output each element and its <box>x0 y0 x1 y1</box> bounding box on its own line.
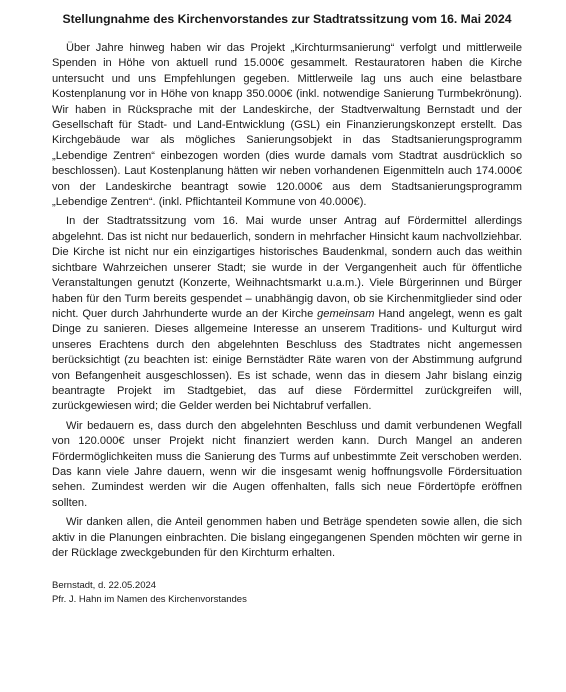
paragraph-3 <box>52 419 522 511</box>
signature-block <box>52 579 522 607</box>
emphasized-word: gemeinsam <box>317 307 375 320</box>
paragraph-text: Wir bedauern es, dass durch den abgelehnten Beschluss und damit verbundenen Wegfall von 120.000€ unser Projekt nicht finanziert werden kann. Durch Mangel an anderen Fördermöglichkeiten muss die Sanierung des Turms auf unbestimmte Zeit verschoben werden. Das kann viele Jahre dauern, wenn wir die insgesamt wenig hoffnungsvolle Fördersituation sehen. Zumindest werden wir die Augen offenhalten, falls sich neue Fördertöpfe eröffnen sollten. <box>52 419 522 509</box>
paragraph-text: In der Stadtratssitzung vom 16. Mai wurde unser Antrag auf Fördermittel allerdings abgelehnt. Das ist nicht nur bedauerlich, sondern in mehrfacher Hinsicht kaum nachvollziehbar. Die Kirche ist nicht nur ein einzigartiges historisches Baudenkmal, sondern auch das weithin sichtbare Wahrzeichen unserer Stadt; sie wurde in der Vergangenheit auch für öffentliche Veranstaltungen genutzt (Konzerte, Weihnachtsmarkt u.a.m.). Viele Bürgerinnen und Bürger haben für den Turm bereits gespendet – unabhängig davon, ob sie Kirchenmitglieder sind oder nicht. Quer durch Jahrhunderte wurde an der Kirche <box>52 215 522 320</box>
paragraph-4 <box>52 515 522 561</box>
paragraph-text: Wir danken allen, die Anteil genommen haben und Beträge spendeten sowie allen, die sich aktiv in die Planungen einbrachten. Die bislang eingegangenen Spenden möchten wir gerne in der Rücklage zweckgebunden für den Kirchturm erhalten. <box>52 516 522 559</box>
paragraph-text: Über Jahre hinweg haben wir das Projekt „Kirchturmsanierung“ verfolgt und mittlerweile Spenden in Höhe von aktuell rund 15.000€ gesammelt. Restauratoren haben die Kirche untersucht und uns Empfehlungen gegeben. Mittlerweile lag uns auch eine belastbare Kostenplanung vor in Höhe von knapp 350.000€ (inkl. notwendige Sanierung Turmbekrönung). Wir haben in Rücksprache mit der Landeskirche, der Stadtverwaltung Bernstadt und der Gesellschaft für Stadt- und Land-Entwicklung (GSL) ein Finanzierungskonzept erstellt. Das Kirchgebäude war als mögliches Sanierungsobjekt in das Stadtsanierungsprogramm „Lebendige Zentren“ einbezogen worden (dies wurde damals vom Stadtrat ausdrücklich so beschlossen). Laut Kostenplanung hätten wir neben vorhandenen Eigenmitteln auch 174.000€ von der Landeskirche beantragt sowie 120.000€ aus dem Stadtsanierungsprogramm „Lebendige Zentren“. (inkl. Pflichtanteil Kommune von 40.000€). <box>52 42 522 209</box>
paragraph-2 <box>52 214 522 414</box>
document-title: Stellungnahme des Kirchenvorstandes zur Stadtratssitzung vom 16. Mai 2024 <box>62 12 512 26</box>
signature-line: Pfr. J. Hahn im Namen des Kirchenvorstandes <box>52 594 247 606</box>
place-date: Bernstadt, d. 22.05.2024 <box>52 580 157 592</box>
paragraph-1 <box>52 41 522 210</box>
paragraph-text-continued: Hand angelegt, wenn es galt Dinge zu sanieren. Dieses allgemeine Interesse an unserem Traditions- und Kulturgut wird unseres Erachtens durch den abgelehnten Beschluss des Stadtrates nicht angemessen berücksichtigt (zu beachten ist: einige Bernstädter Räte waren von der Abstimmung aufgrund von Befangenheit ausgeschlossen). Es ist schade, wenn das in diesem Jahr bislang einzig beantragte Projekt im Stadtgebiet, das auf diese Fördermittel zurückgreifen will, zurückgewiesen wird; die Gelder werden bei Nichtabruf verfallen. <box>52 307 522 413</box>
